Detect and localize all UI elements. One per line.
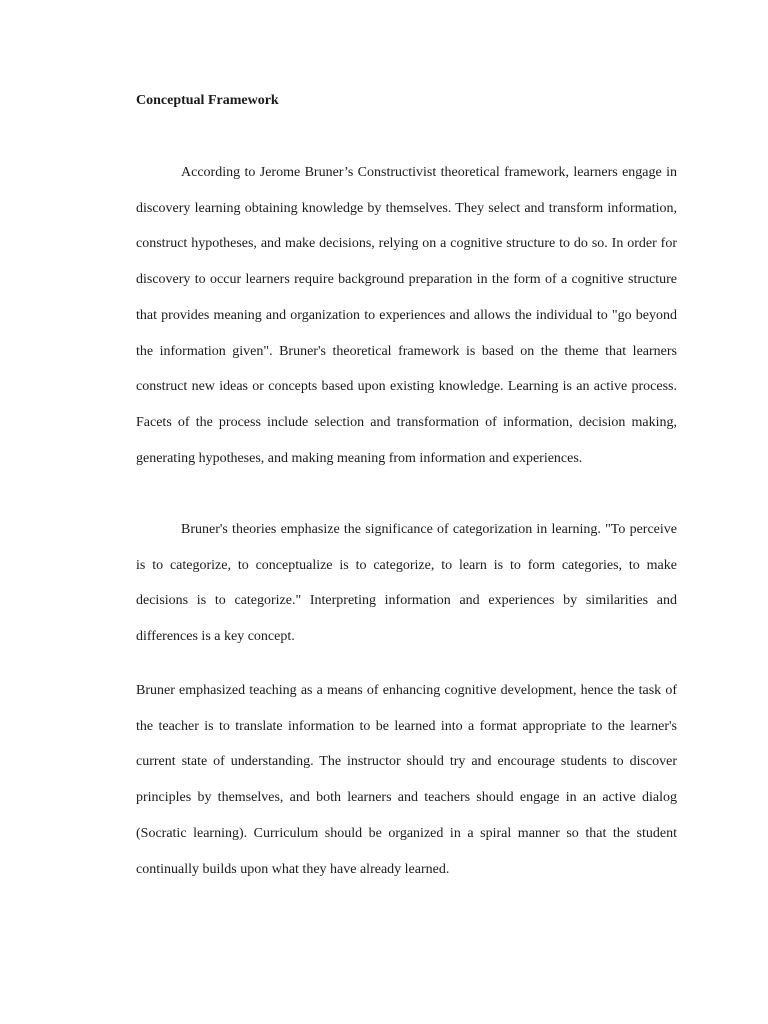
paragraph-categorization: Bruner's theories emphasize the significance of categorization in learning. "To perceive is to categorize, to conceptualize is to categorize, to learn is to form categories, to make decisions is to categorize." Interpreting information and experiences by similarities and differences is a key concept. bbox=[136, 522, 677, 645]
paragraph-constructivist-framework: According to Jerome Bruner’s Constructivist theoretical framework, learners engage in discovery learning obtaining knowledge by themselves. They select and transform information, construct hypotheses, and make decisions, relying on a cognitive structure to do so. In order for discovery to occur learners require background preparation in the form of a cognitive structure that provides meaning and organization to experiences and allows the individual to "go beyond the information given". Bruner's theoretical framework is based on the theme that learners construct new ideas or concepts based upon existing knowledge. Learning is an active process. Facets of the process include selection and transformation of information, decision making, generating hypotheses, and making meaning from information and experiences. bbox=[136, 165, 677, 466]
paragraph-teaching: Bruner emphasized teaching as a means of enhancing cognitive development, hence the task of the teacher is to translate information to be learned into a format appropriate to the learner's current state of understanding. The instructor should try and encourage students to discover principles by themselves, and both learners and teachers should engage in an active dialog (Socratic learning). Curriculum should be organized in a spiral manner so that the student continually builds upon what they have already learned. bbox=[136, 683, 677, 877]
section-heading: Conceptual Framework bbox=[136, 93, 279, 108]
